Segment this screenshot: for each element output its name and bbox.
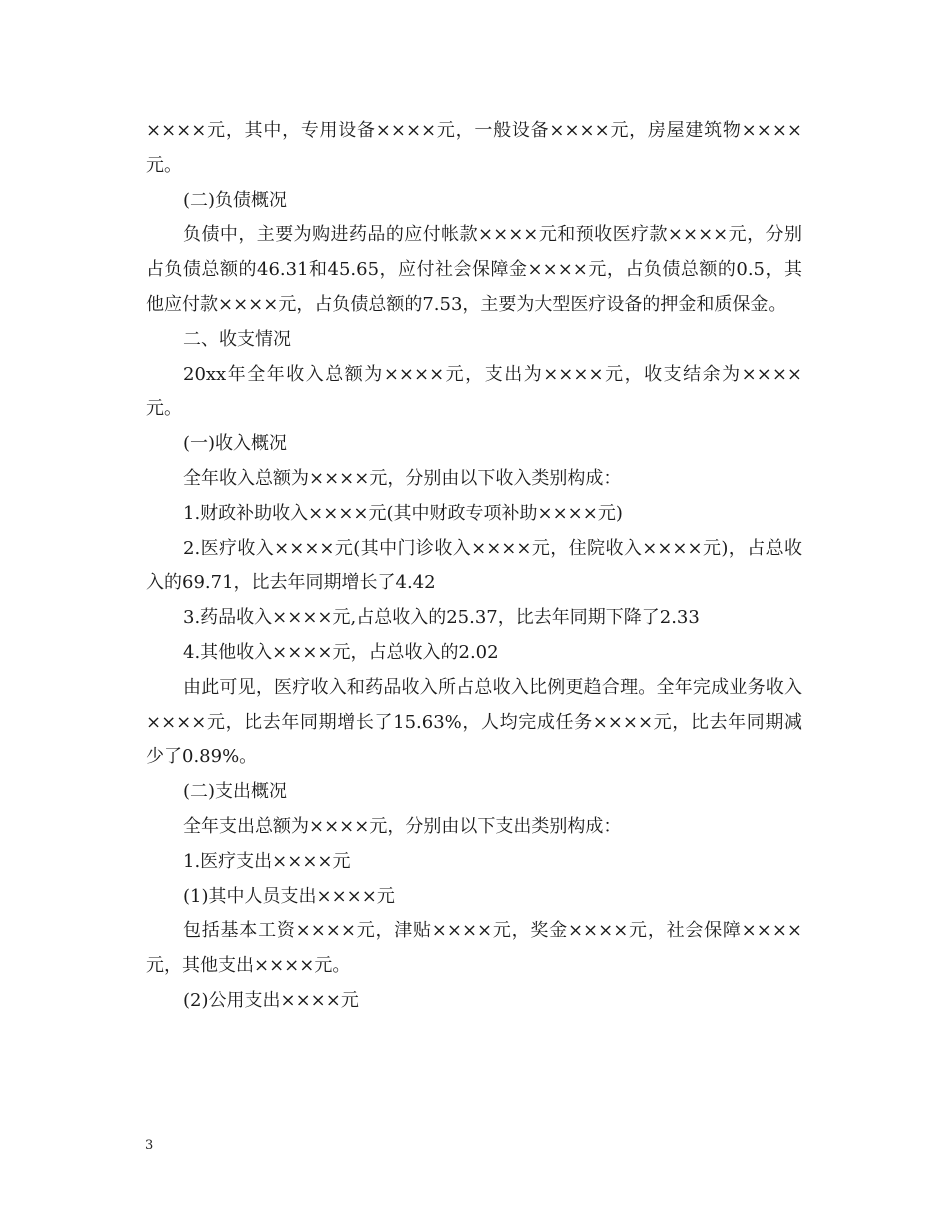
list-item-personnel-expenditure: (1)其中人员支出××××元 [183,885,395,907]
list-item-medical-income: 2.医疗收入××××元(其中门诊收入××××元，住院收入××××元)，占总收入的69.71，比去年同期增长了4.42 [146,537,802,594]
paragraph-liabilities: 负债中，主要为购进药品的应付帐款××××元和预收医疗款××××元，分别占负债总额的46.31和45.65，应付社会保障金××××元，占负债总额的0.5，其他应付款××××元，占负债总额的7.53，主要为大型医疗设备的押金和质保金。 [146,224,802,315]
paragraph-assets-continued: ××××元，其中，专用设备××××元，一般设备××××元，房屋建筑物××××元。 [146,120,802,176]
paragraph-income-analysis: 由此可见，医疗收入和药品收入所占总收入比例更趋合理。全年完成业务收入××××元，比去年同期增长了15.63%，人均完成任务××××元，比去年同期减少了0.89%。 [146,676,802,768]
paragraph-expenditure-total: 全年支出总额为××××元，分别由以下支出类别构成： [183,815,622,837]
page-number: 3 [145,1138,154,1153]
list-item-medical-expenditure: 1.医疗支出××××元 [183,850,351,872]
paragraph-personnel-breakdown: 包括基本工资××××元，津贴××××元，奖金××××元，社会保障××××元，其他支出××××元。 [146,920,802,977]
paragraph-income-total: 全年收入总额为××××元，分别由以下收入类别构成： [183,467,622,489]
list-item-other-income: 4.其他收入××××元，占总收入的2.02 [183,641,499,663]
heading-income-expenditure: 二、收支情况 [183,328,291,350]
heading-expenditure-overview: (二)支出概况 [183,781,288,803]
list-item-public-expenditure: (2)公用支出××××元 [183,989,359,1011]
heading-income-overview: (一)收入概况 [183,433,288,455]
list-item-drug-income: 3.药品收入××××元,占总收入的25.37，比去年同期下降了2.33 [183,607,700,629]
paragraph-annual-totals: 20xx年全年收入总额为××××元，支出为××××元，收支结余为××××元。 [146,363,802,420]
list-item-fiscal-subsidy: 1.财政补助收入××××元(其中财政专项补助××××元) [183,502,623,524]
heading-liabilities-overview: (二)负债概况 [183,189,288,211]
document-body [146,114,802,1019]
